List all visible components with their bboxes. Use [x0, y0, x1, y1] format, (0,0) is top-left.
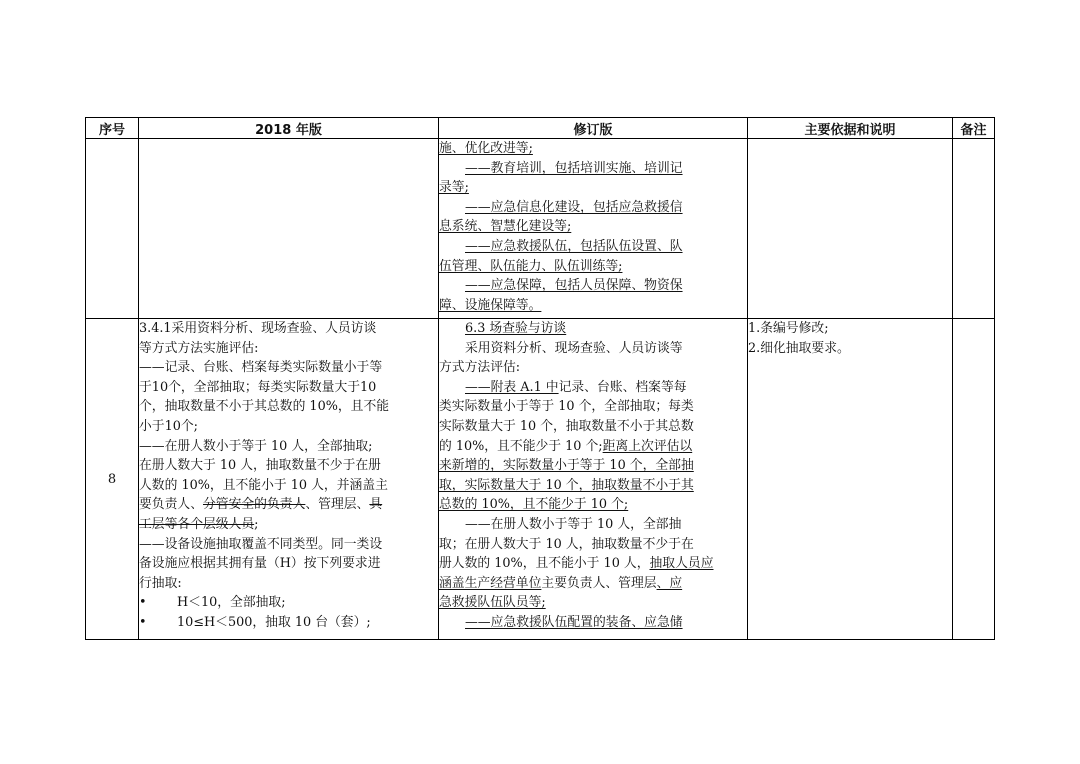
- inserted-text: ——应急救援队伍配置的装备、应急储: [465, 614, 683, 630]
- text-line: ——在册人数小于等于 10 人，全部抽: [465, 516, 682, 532]
- table-row: [86, 319, 995, 640]
- inserted-text: 急救援队伍队员等;: [439, 595, 546, 611]
- text-segment: 册人数的 10%，且不能小于 10 人，: [439, 556, 650, 572]
- bullet-item: [139, 613, 438, 633]
- text-line: 采用资料分析、现场查验、人员访谈等: [465, 340, 683, 356]
- table-header-row: [86, 118, 995, 139]
- text-line: ——应急救援队伍，包括队伍设置、队: [465, 238, 683, 254]
- text-line: [139, 495, 438, 515]
- text-segment: 要负责人、: [139, 497, 203, 513]
- text-line: 在册人数大于 10 人，抽取数量不少于在册: [139, 458, 381, 474]
- text-line: ——在册人数小于等于 10 人，全部抽取;: [139, 438, 373, 454]
- text-line: 2.细化抽取要求。: [748, 340, 850, 356]
- text-line: 录等;: [439, 180, 469, 196]
- text-line: 障、设施保障等。: [439, 297, 542, 313]
- bullet-icon: •: [139, 614, 147, 630]
- text-line: 方式方法评估:: [439, 360, 521, 376]
- revised-version-cell: [439, 139, 748, 319]
- inserted-text: 距离上次评估以: [602, 438, 693, 454]
- section-heading: 6.3 场查验与访谈: [465, 321, 567, 336]
- text-line: 1.条编号修改;: [748, 321, 829, 336]
- text-segment: 记录、台账、档案等每: [558, 379, 687, 395]
- header-seq: 序号: [86, 118, 139, 139]
- remark-cell: [953, 319, 995, 640]
- text-line: 备设施应根据其拥有量（H）按下列要求进: [139, 556, 381, 572]
- bullet-item: [139, 593, 438, 613]
- inserted-text: 取，实际数量大于 10 个，抽取数量不小于其: [439, 477, 694, 493]
- text-line: ——记录、台账、档案每类实际数量小于等: [139, 360, 383, 376]
- text-line: 人数的 10%，且不能小于 10 人，并涵盖主: [139, 477, 388, 493]
- table-row: [86, 139, 995, 319]
- text-line: 类实际数量小于等于 10 个，全部抽取；每类: [439, 399, 694, 415]
- inserted-text: 、应: [656, 575, 683, 591]
- old-version-cell: [139, 139, 439, 319]
- text-segment: 主要负责人、管理层: [541, 575, 657, 591]
- text-line: [439, 378, 747, 398]
- text-line: ——设备设施抽取覆盖不同类型。同一类设: [139, 536, 383, 552]
- text-line: [439, 574, 747, 594]
- inserted-text: ——附表 A.1 中: [465, 379, 559, 395]
- bullet-text: H＜10，全部抽取;: [177, 595, 286, 611]
- revision-comparison-table: [85, 117, 995, 640]
- text-line: [139, 515, 438, 535]
- inserted-text: 抽取人员应: [649, 556, 714, 572]
- text-line: ——教育培训，包括培训实施、培训记: [465, 160, 683, 176]
- old-version-cell: [139, 319, 439, 640]
- header-remark: 备注: [953, 118, 995, 139]
- text-line: 息系统、智慧化建设等;: [439, 219, 572, 235]
- text-line: 个，抽取数量不小于其总数的 10%，且不能: [139, 399, 390, 415]
- text-segment: 的 10%，且不能少于 10 个;: [439, 438, 603, 454]
- revised-version-cell: [439, 319, 748, 640]
- bullet-text: 10≤H＜500，抽取 10 台（套）;: [177, 614, 371, 630]
- text-line: 施、优化改进等;: [439, 141, 533, 156]
- seq-cell: [86, 139, 139, 319]
- header-2018-version: 2018 年版: [139, 118, 439, 139]
- text-line: 等方式方法实施评估:: [139, 340, 259, 356]
- text-line: ——应急信息化建设，包括应急救援信: [465, 199, 683, 215]
- inserted-text: 涵盖生产经营单位: [439, 575, 542, 591]
- inserted-text: 来新增的，实际数量小于等于 10 个，全部抽: [439, 458, 694, 474]
- header-revised-version: 修订版: [439, 118, 748, 139]
- inserted-text: 总数的 10%，且不能少于 10 个;: [439, 497, 629, 513]
- deleted-text: 分管安全的负责人: [202, 497, 306, 513]
- text-line: 小于10个;: [139, 418, 198, 434]
- text-line: 于10个，全部抽取；每类实际数量大于10: [139, 379, 377, 395]
- remark-cell: [953, 139, 995, 319]
- header-basis: 主要依据和说明: [748, 118, 953, 139]
- text-line: 实际数量大于 10 个，抽取数量不小于其总数: [439, 418, 694, 434]
- basis-cell: [748, 319, 953, 640]
- text-line: 伍管理、队伍能力、队伍训练等;: [439, 258, 623, 274]
- text-line: 行抽取:: [139, 575, 182, 591]
- bullet-icon: •: [139, 595, 147, 611]
- deleted-text: 工层等各个层级人员: [139, 516, 255, 532]
- text-line: ——应急保障，包括人员保障、物资保: [465, 278, 683, 294]
- text-line: [439, 437, 747, 457]
- text-segment: 、管理层、: [305, 497, 370, 513]
- basis-cell: [748, 139, 953, 319]
- text-segment: ;: [254, 516, 259, 532]
- text-line: 取；在册人数大于 10 人，抽取数量不少于在: [439, 536, 694, 552]
- deleted-text: 具: [369, 497, 383, 513]
- text-line: [439, 554, 747, 574]
- text-line: 3.4.1采用资料分析、现场查验、人员访谈: [139, 321, 377, 336]
- seq-cell: 8: [86, 319, 139, 640]
